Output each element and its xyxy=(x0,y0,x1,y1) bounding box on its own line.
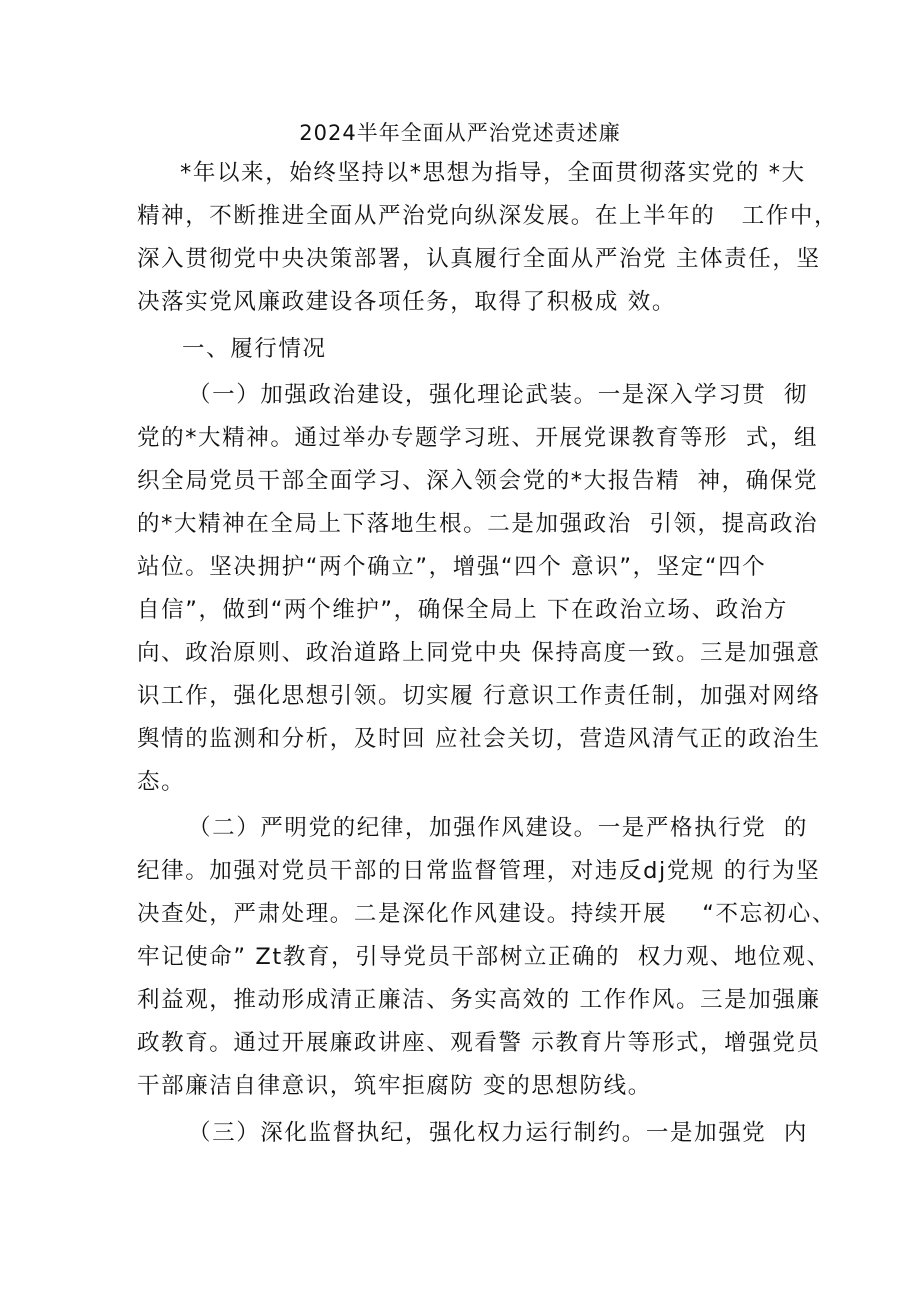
paragraph-line: （一）加强政治建设，强化理论武装。一是深入学习贯 彻 xyxy=(188,382,809,408)
paragraph-line: 的*大精神在全局上下落地生根。二是加强政治 引领，提高政治 xyxy=(137,511,819,537)
paragraph-line: 自信”，做到“两个维护”，确保全局上 下在政治立场、政治方 xyxy=(137,597,789,623)
paragraph-line: 深入贯彻党中央决策部署，认真履行全面从严治党 主体责任，坚 xyxy=(137,246,821,272)
paragraph-line: 纪律。加强对党员干部的日常监督管理，对违反dj党规 的行为坚 xyxy=(137,858,821,884)
document-title: 2024半年全面从严治党述责述廉 xyxy=(299,121,621,145)
paragraph-line: 站位。坚决拥护“两个确立”，增强“四个 意识”，坚定“四个 xyxy=(137,554,767,580)
paragraph-line: 牢记使命” Zt教育，引导党员干部树立正确的 权力观、地位观、 xyxy=(137,944,831,970)
paragraph-line: 精神，不断推进全面从严治党向纵深发展。在上半年的 工作中， xyxy=(137,203,839,229)
paragraph-line: 舆情的监测和分析，及时回 应社会关切，营造风清气正的政治生 xyxy=(137,726,821,752)
paragraph-line: （二）严明党的纪律，加强作风建设。一是严格执行党 的 xyxy=(188,815,809,841)
paragraph-line: *年以来，始终坚持以*思想为指导，全面贯彻落实党的 *大 xyxy=(180,160,806,186)
paragraph-line: 向、政治原则、政治道路上同党中央 保持高度一致。三是加强意 xyxy=(137,640,821,666)
paragraph-line: 态。 xyxy=(137,769,186,795)
paragraph-line: 织全局党员干部全面学习、深入领会党的*大报告精 神，确保党 xyxy=(137,468,819,494)
paragraph-line: 政教育。通过开展廉政讲座、观看警 示教育片等形式，增强党员 xyxy=(137,1030,821,1056)
paragraph-line: 利益观，推动形成清正廉洁、务实高效的 工作作风。三是加强廉 xyxy=(137,987,821,1013)
paragraph-line: 识工作，强化思想引领。切实履 行意识工作责任制，加强对网络 xyxy=(137,683,821,709)
paragraph-line: 党的*大精神。通过举办专题学习班、开展党课教育等形 式，组 xyxy=(137,425,819,451)
paragraph-line: 决落实党风廉政建设各项任务，取得了积极成 效。 xyxy=(137,289,676,315)
paragraph-line: 干部廉洁自律意识，筑牢拒腐防 变的思想防线。 xyxy=(137,1073,652,1099)
section-heading: 一、履行情况 xyxy=(182,336,327,362)
paragraph-line: （三）深化监督执纪，强化权力运行制约。一是加强党 内 xyxy=(188,1120,809,1146)
paragraph-line: 决查处，严肃处理。二是深化作风建设。持续开展 “不忘初心、 xyxy=(137,901,836,927)
